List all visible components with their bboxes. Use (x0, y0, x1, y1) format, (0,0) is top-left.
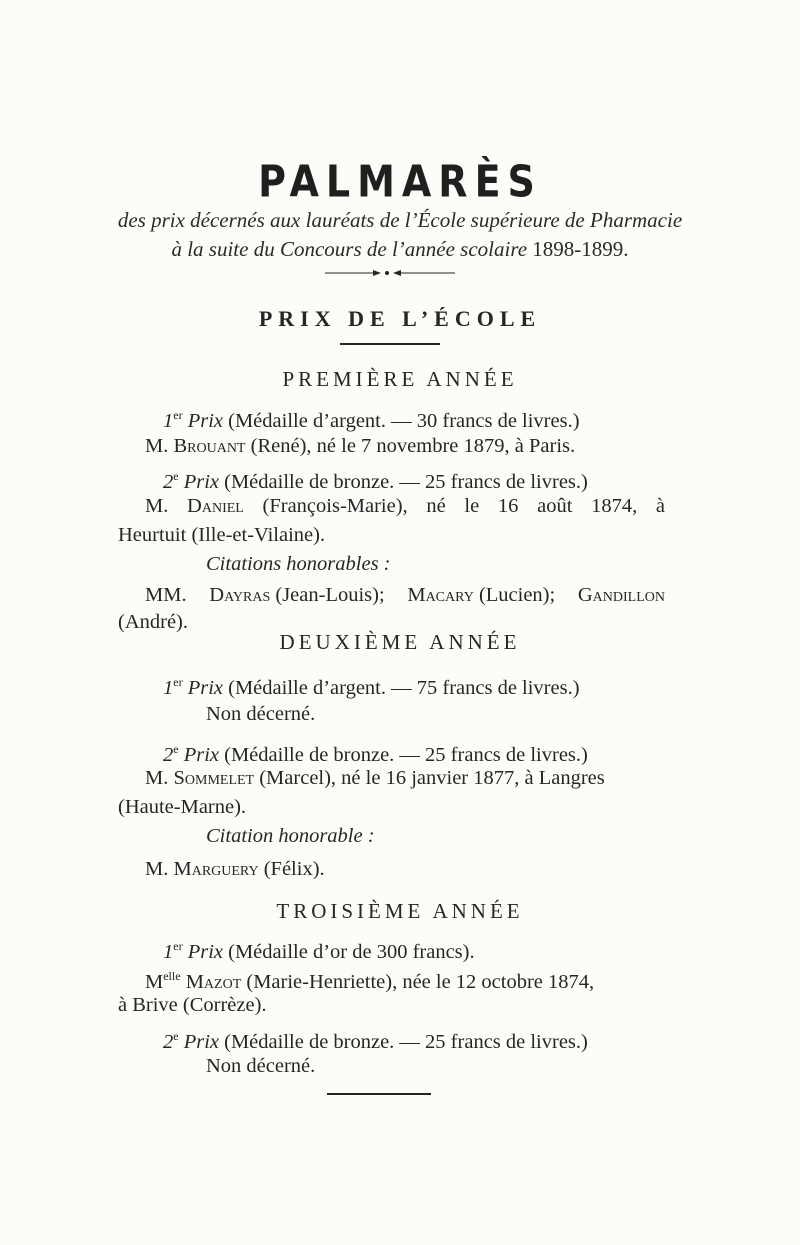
third-year-prize-2-result: Non décerné. (206, 1055, 316, 1077)
closing-rule (327, 1093, 431, 1095)
first-year-citations-label: Citations honorables : (206, 553, 391, 575)
second-year-citation-label: Citation honorable : (206, 825, 375, 847)
subtitle-line-2-text: à la suite du Concours de l’année scolaire (171, 237, 528, 261)
first-year-citations-continuation: (André). (118, 611, 189, 633)
second-year-prize-1: 1er Prix (Médaille d’argent. — 75 francs de livres.) (163, 675, 580, 699)
ornament-divider (325, 268, 455, 278)
first-year-winner-1: M. Brouant (René), né le 7 novembre 1879, à Paris. (145, 435, 576, 457)
first-year-prize-2: 2e Prix (Médaille de bronze. — 25 francs de livres.) (163, 469, 588, 493)
second-year-citation: M. Marguery (Félix). (145, 858, 325, 880)
third-year-prize-2: 2e Prix (Médaille de bronze. — 25 francs de livres.) (163, 1029, 588, 1053)
section-rule (340, 343, 440, 345)
year-heading-first: PREMIÈRE ANNÉE (282, 367, 518, 391)
second-year-winner-2: M. Sommelet (Marcel), né le 16 janvier 1877, à Langres (145, 767, 605, 789)
second-year-winner-2-continuation: (Haute-Marne). (118, 796, 247, 818)
third-year-prize-1: 1er Prix (Médaille d’or de 300 francs). (163, 939, 475, 963)
second-year-prize-1-result: Non décerné. (206, 703, 316, 725)
third-year-winner-1: $M^{elle}$ Mazot (Marie-Henriette), née le 12 octobre 1874, (145, 969, 595, 993)
third-year-winner-1-continuation: à Brive (Corrèze). (118, 994, 267, 1016)
page-title: PALMARÈS (258, 156, 542, 207)
first-year-winner-2-continuation: Heurtuit (Ille-et-Vilaine). (118, 524, 326, 546)
section-title: PRIX DE L’ÉCOLE (258, 306, 542, 331)
year-heading-third: TROISIÈME ANNÉE (276, 899, 524, 923)
first-year-citations: MM. Dayras (Jean-Louis); Macary (Lucien); Gandillon (145, 584, 665, 606)
subtitle-school-year: 1898-1899. (532, 237, 629, 261)
subtitle-line-1: des prix décernés aux lauréats de l’École supérieure de Pharmacie (117, 208, 683, 232)
year-heading-second: DEUXIÈME ANNÉE (279, 630, 521, 654)
second-year-prize-2: 2e Prix (Médaille de bronze. — 25 francs de livres.) (163, 742, 588, 766)
subtitle-line-2 (0, 237, 800, 262)
first-year-winner-2: M. Daniel (François-Marie), né le 16 août 1874, à (145, 495, 665, 517)
first-year-prize-1: 1er Prix (Médaille d’argent. — 30 francs de livres.) (163, 408, 580, 432)
